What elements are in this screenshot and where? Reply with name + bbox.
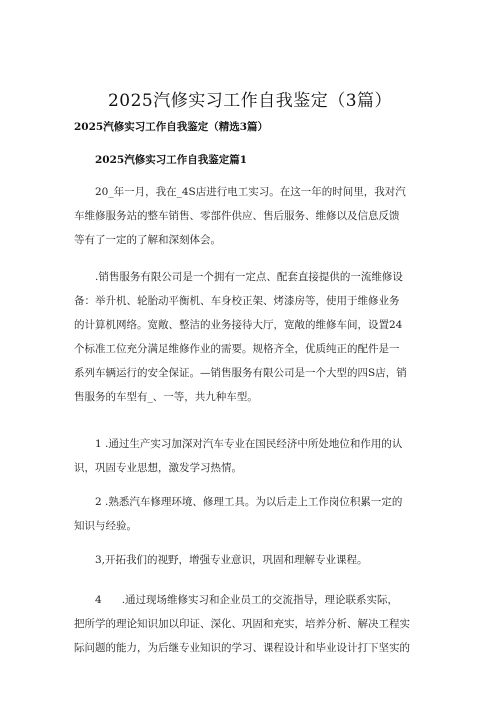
paragraph-line: 个标准工位充分满足维修作业的需要。规格齐全，优质纯正的配件是一 bbox=[74, 343, 400, 355]
paragraph-1 bbox=[74, 180, 434, 252]
paragraph-line: 的计算机网络。宽敞、整洁的业务接待大厅，宽敞的维修车间，设置24 bbox=[74, 319, 403, 331]
paragraph-line: 等有了一定的了解和深刻体会。 bbox=[74, 234, 221, 246]
paragraph-6 bbox=[74, 588, 434, 660]
paragraph-3 bbox=[74, 432, 434, 480]
paragraph-line: 知识与经验。 bbox=[74, 520, 137, 532]
paragraph-line: 1 .通过生产实习加深对汽车专业在国民经济中所处地位和作用的认 bbox=[95, 438, 403, 450]
paragraph-4 bbox=[74, 490, 434, 538]
paragraph-line: 备：举升机、轮胎动平衡机、车身校正架、烤漆房等，使用于维修业务 bbox=[74, 295, 400, 307]
document-title: 2025汽修实习工作自我鉴定（3篇） bbox=[107, 91, 393, 111]
paragraph-line: 20_年一月，我在_4S店进行电工实习。在这一年的时间里，我对汽 bbox=[95, 186, 406, 198]
paragraph-line: .销售服务有限公司是一个拥有一定点、配套直接提供的一流维修设 bbox=[95, 271, 403, 283]
paragraph-5 bbox=[74, 548, 434, 572]
paragraph-2 bbox=[74, 265, 434, 409]
paragraph-line: 售服务的车型有_、一等，共九种车型。 bbox=[74, 391, 258, 403]
paragraph-line: 识，巩固专业思想，激发学习热情。 bbox=[74, 462, 242, 474]
paragraph-line: 2 .熟悉汽车修理环境、修理工具。为以后走上工作岗位积累一定的 bbox=[95, 496, 403, 508]
paragraph-line: 3,开拓我们的视野，增强专业意识，巩固和理解专业课程。 bbox=[95, 554, 368, 566]
document-subtitle: 2025汽修实习工作自我鉴定（精选3篇） bbox=[74, 121, 269, 133]
paragraph-line: 际问题的能力，为后继专业知识的学习、课程设计和毕业设计打下坚实的 bbox=[74, 642, 410, 654]
section-heading: 2025汽修实习工作自我鉴定篇1 bbox=[95, 154, 248, 166]
paragraph-line: 车维修服务站的整车销售、零部件供应、售后服务、维修以及信息反馈 bbox=[74, 210, 400, 222]
paragraph-line: 系列车辆运行的安全保证。—销售服务有限公司是一个大型的四S店，销 bbox=[74, 367, 407, 379]
paragraph-line: 把所学的理论知识加以印证、深化、巩固和充实，培养分析、解决工程实 bbox=[74, 618, 410, 630]
paragraph-line: 4 .通过现场维修实习和企业员工的交流指导，理论联系实际， bbox=[95, 594, 399, 606]
